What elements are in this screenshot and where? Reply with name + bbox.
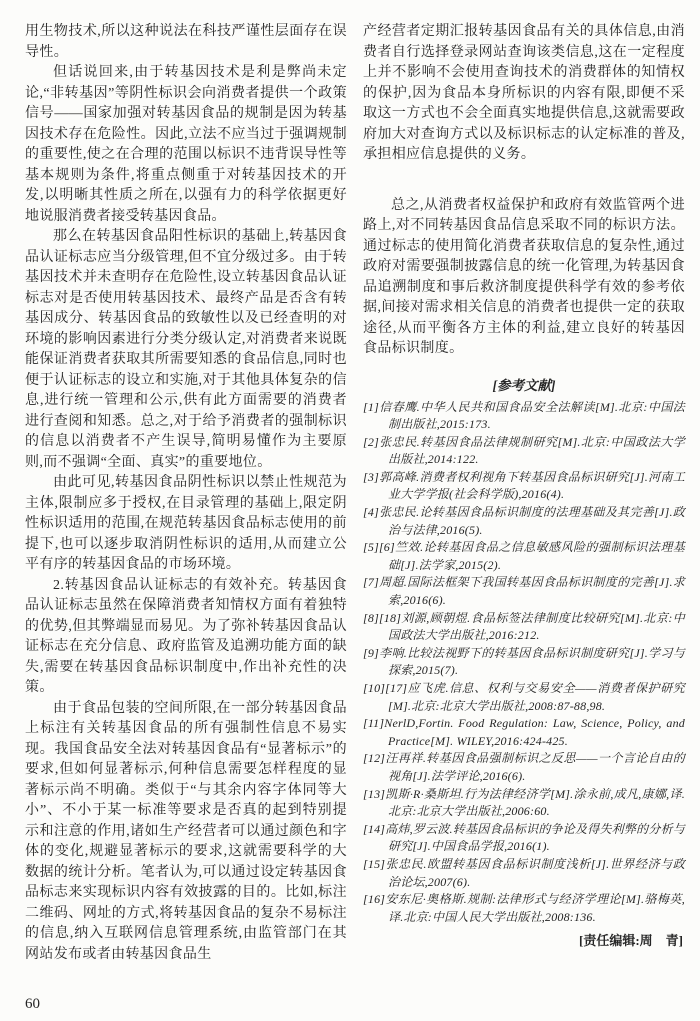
left-column (25, 22, 347, 965)
reference-item: [4]张忠民.论转基因食品标识制度的法理基础及其完善[J].政治与法律,2016(5). (363, 505, 685, 537)
references-list (363, 399, 685, 927)
reference-item: [1]信春鹰.中华人民共和国食品安全法解读[M].北京:中国法制出版社,2015:173. (363, 399, 685, 432)
body-paragraph: 由此可见,转基因食品阴性标识以禁止性规范为主体,限制应多于授权,在目录管理的基础上,限定阴性标识适用的范围,在规范转基因食品标志使用的前提下,也可以逐步取消阴性标识的适用,从而建立公平有序的转基因食品的市场环境。 (25, 475, 347, 572)
reference-item: [15]张忠民.欧盟转基因食品标识制度浅析[J].世界经济与政治论坛,2007(6). (363, 856, 685, 889)
editor-note: [责任编辑:周 青] (579, 933, 683, 949)
right-column (363, 22, 685, 950)
body-paragraph: 2.转基因食品认证标志的有效补充。转基因食品认证标志虽然在保障消费者知情权方面有着独特的优势,但其弊端显而易见。为了弥补转基因食品认证标志在充分信息、政府监管及追溯功能方面的缺失,需要在转基因食品标识制度中,作出补充性的决策。 (25, 577, 347, 695)
reference-item: [5][6]竺效.论转基因食品之信息敏感风险的强制标识法理基础[J].法学家,2015(2). (363, 540, 685, 572)
references-header: [参考文献] (492, 377, 556, 393)
body-paragraph: 由于食品包装的空间所限,在一部分转基因食品上标注有关转基因食品的所有强制性信息不易实现。我国食品安全法对转基因食品有“显著标示”的要求,但如何显著标示,何种信息需要怎样程度的显著标示尚不明确。类似于“与其余内容字体同等大小”、不小于某一标准等要求是否真的起到特别提示和注意的作用,诸如生产经营者可以通过颜色和字体的变化,规避显著标示的要求,这就需要科学的大数据的统计分析。笔者认为,可以通过设定转基因食品标志来实现标识内容有效披露的目的。比如,标注二维码、网址的方式,将转基因食品的复杂不易标注的信息,纳入互联网信息管理系统,由监管部门在其网站发布或者由转基因食品生 (25, 700, 347, 962)
reference-item: [8][18]刘源,顾朝煜.食品标签法律制度比较研究[M].北京:中国政法大学出版社,2016:212. (363, 610, 685, 643)
reference-item: [16]安东尼·奥格斯.规制:法律形式与经济学理论[M].骆梅英,译.北京:中国人民大学出版社,2008:136. (363, 892, 685, 924)
body-paragraph-continuation: 产经营者定期汇报转基因食品有关的具体信息,由消费者自行选择登录网站查询该类信息,这在一定程度上并不影响不会使用查询技术的消费群体的知情权的保护,因为食品本身所标识的内容有限,即便不采取这一方式也不会全面真实地提供信息,这就需要政府加大对查询方式以及标识标志的认定标准的普及,承担相应信息提供的义务。 (363, 24, 685, 162)
reference-item: [3]郭高峰.消费者权利视角下转基因食品标识研究[J].河南工业大学学报(社会科学版),2016(4). (363, 469, 685, 502)
page-number: 60 (25, 996, 40, 1012)
reference-item: [7]周超.国际法框架下我国转基因食品标识制度的完善[J].求索,2016(6). (363, 575, 685, 608)
reference-item: [12]汪再祥.转基因食品强制标识之反思——一个言论自由的视角[J].法学评论,2016(6). (363, 751, 685, 783)
reference-item: [10][17]应飞虎.信息、权利与交易安全——消费者保护研究[M].北京:北京大学出版社,2008:87-88,98. (363, 681, 685, 713)
body-paragraph-conclusion: 总之,从消费者权益保护和政府有效监管两个进路上,对不同转基因食品信息采取不同的标识方法。通过标志的使用简化消费者获取信息的复杂性,通过政府对需要强制披露信息的统一化管理,为转基因食品追溯制度和事后救济制度提供科学有效的参考依据,间接对需求相关信息的消费者也提供一定的获取途径,从而平衡各方主体的利益,建立良好的转基因食品标识制度。 (363, 197, 685, 356)
body-paragraph: 那么在转基因食品阳性标识的基础上,转基因食品认证标志应当分级管理,但不宜分级过多。由于转基因技术并未查明存在危险性,设立转基因食品认证标志对是否使用转基因技术、最终产品是否含有转基因成分、转基因食品的致敏性以及已经查明的对环境的影响因素进行分类分级认定,对消费者来说既能保证消费者获取其所需要知悉的食品信息,同时也便于认证标志的设立和实施,对于其他具体复杂的信息,进行统一管理和公示,供有此方面需要的消费者进行查阅和知悉。总之,对于给予消费者的强制标识的信息以消费者不产生误导,简明易懂作为主要原则,而不强调“全面、真实”的重要地位。 (25, 229, 347, 470)
body-paragraph: 用生物技术,所以这种说法在科技严谨性层面存在误导性。 (25, 24, 347, 60)
reference-item: [13]凯斯·R·桑斯坦.行为法律经济学[M].涂永前,成凡,康娜,译.北京:北京大学出版社,2006:60. (363, 786, 685, 819)
reference-item: [2]张忠民.转基因食品法律规制研究[M].北京:中国政法大学出版社,2014:122. (363, 434, 685, 467)
body-paragraph: 但话说回来,由于转基因技术是利是弊尚未定论,“非转基因”等阴性标识会向消费者提供一个政策信号——国家加强对转基因食品的规制是因为转基因技术存在危险性。因此,立法不应当过于强调规制的重要性,使之在合理的范围以标识不违背误导性等基本规则为条件,将重点侧重于对转基因技术的开发,以明晰其性质之所在,以强有力的科学依据更好地说服消费者接受转基因食品。 (25, 65, 347, 224)
reference-item: [14]高炜,罗云波.转基因食品标识的争论及得失利弊的分析与研究[J].中国食品学报,2016(1). (363, 821, 685, 854)
reference-item: [11]NerlD,Fortin. Food Regulation: Law, Science, Policy, and Practice[M]. WILEY,2016:424-425. (363, 716, 685, 748)
reference-item: [9]李响.比较法视野下的转基因食品标识制度研究[J].学习与探索,2015(7). (363, 645, 685, 678)
